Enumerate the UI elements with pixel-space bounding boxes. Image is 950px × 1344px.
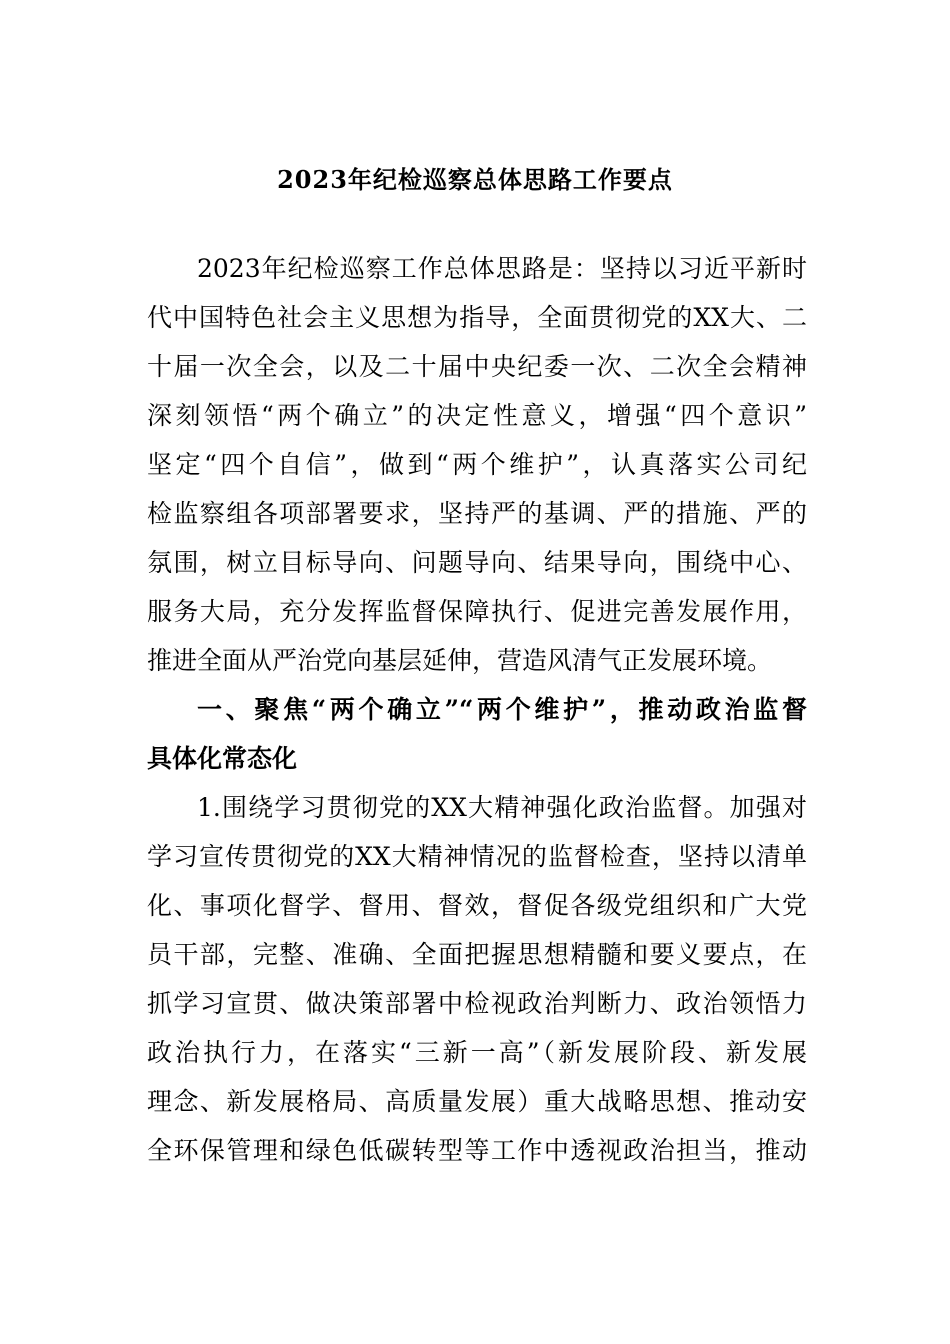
paragraph-line-15: 政治执行力，在落实“三新一高”（新发展阶段、新发展 xyxy=(147,1038,807,1067)
paragraph-line-3: 十届一次全会，以及二十届中央纪委一次、二次全会精神 xyxy=(147,352,807,381)
paragraph-line-4: 深刻领悟“两个确立”的决定性意义，增强“四个意识” xyxy=(147,401,807,430)
section-heading-line-2: 具体化常态化 xyxy=(147,744,298,773)
document-title: 2023年纪检巡察总体思路工作要点 xyxy=(277,165,673,194)
paragraph-line-5: 坚定“四个自信”，做到“两个维护”，认真落实公司纪 xyxy=(147,450,807,479)
paragraph-line-8: 服务大局，充分发挥监督保障执行、促进完善发展作用， xyxy=(147,597,807,626)
paragraph-line-6: 检监察组各项部署要求，坚持严的基调、严的措施、严的 xyxy=(147,499,807,528)
paragraph-line-10: 1.围绕学习贯彻党的XX大精神强化政治监督。加强对 xyxy=(197,793,807,822)
paragraph-line-2: 代中国特色社会主义思想为指导，全面贯彻党的XX大、二 xyxy=(147,303,807,332)
paragraph-line-1: 2023年纪检巡察工作总体思路是：坚持以习近平新时 xyxy=(197,254,807,283)
paragraph-line-12: 化、事项化督学、督用、督效，督促各级党组织和广大党 xyxy=(147,891,807,920)
paragraph-line-17: 全环保管理和绿色低碳转型等工作中透视政治担当，推动 xyxy=(147,1136,807,1165)
paragraph-line-14: 抓学习宣贯、做决策部署中检视政治判断力、政治领悟力 xyxy=(147,989,807,1018)
section-heading-line-1: 一、聚焦“两个确立”“两个维护”，推动政治监督 xyxy=(197,695,807,724)
paragraph-line-7: 氛围，树立目标导向、问题导向、结果导向，围绕中心、 xyxy=(147,548,807,577)
paragraph-line-13: 员干部，完整、准确、全面把握思想精髓和要义要点，在 xyxy=(147,940,807,969)
paragraph-line-11: 学习宣传贯彻党的XX大精神情况的监督检查，坚持以清单 xyxy=(147,842,807,871)
paragraph-line-16: 理念、新发展格局、高质量发展）重大战略思想、推动安 xyxy=(147,1087,807,1116)
paragraph-line-9: 推进全面从严治党向基层延伸，营造风清气正发展环境。 xyxy=(147,646,773,675)
